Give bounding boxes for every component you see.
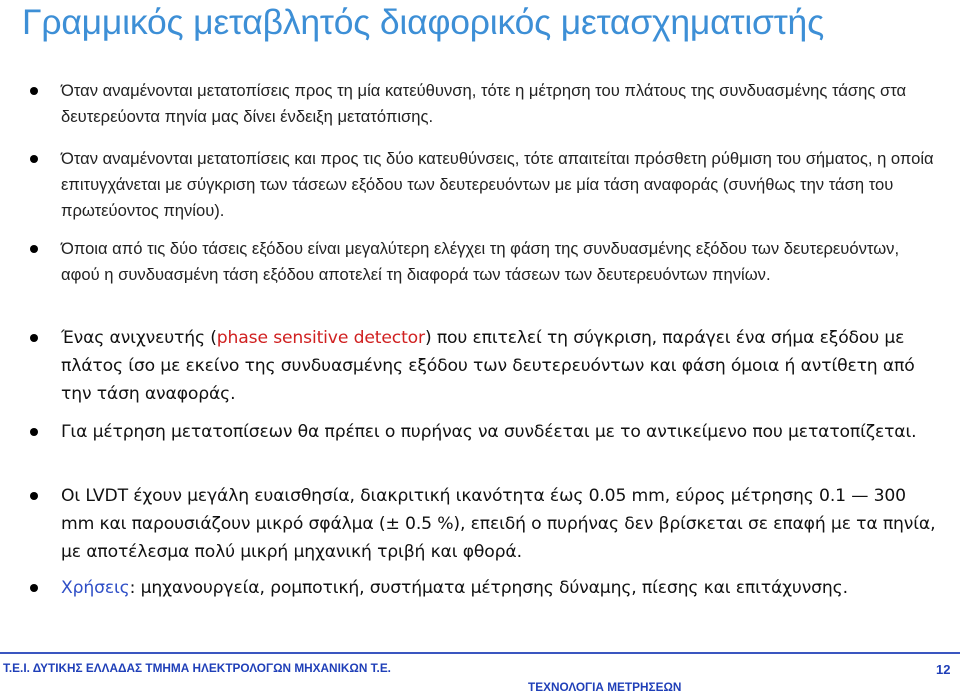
bullet-text [61, 236, 941, 288]
bullet-text [61, 324, 941, 408]
bullet-text [61, 574, 941, 602]
bullet-text-segment: ) που επιτελεί τη σύγκριση, παράγει ένα σήμα εξόδου με πλάτος ίσο με εκείνο της συνδυασμένης εξόδου των δευτερευόντων και φάση όμοια ή αντίθετη από την τάση αναφοράς. [61, 328, 915, 404]
bullet-dot [30, 334, 38, 342]
bullet-dot [30, 492, 38, 500]
bullet-text-segment: Όταν αναμένονται μετατοπίσεις προς τη μία κατεύθυνση, τότε η μέτρηση του πλάτους της συνδυασμένης τάσης στα δευτερεύοντα πηνία μας δίνει ένδειξη μετατόπισης. [61, 81, 907, 126]
bullet-text-segment: Όταν αναμένονται μετατοπίσεις και προς τις δύο κατευθύνσεις, τότε απαιτείται πρόσθετη ρύθμιση του σήματος, η οποία επιτυγχάνεται με σύγκριση των τάσεων εξόδου των δευτερευόντων με μία τάση αναφοράς (συνήθως την τάση του πρωτεύοντος πηνίου). [61, 149, 934, 220]
bullet-dot [30, 428, 38, 436]
bullet-dot [30, 584, 38, 592]
bullet-dot [30, 155, 38, 163]
bullet-text [61, 418, 941, 446]
bullet-text [61, 482, 941, 566]
bullet-dot [30, 245, 38, 253]
bullet-text [61, 146, 941, 224]
footer-institution: Τ.Ε.Ι. ΔΥΤΙΚΗΣ ΕΛΛΑΔΑΣ ΤΜΗΜΑ ΗΛΕΚΤΡΟΛΟΓΩΝ ΜΗΧΑΝΙΚΩΝ Τ.Ε. [3, 661, 391, 675]
bullet-text-segment: Για μέτρηση μετατοπίσεων θα πρέπει ο πυρήνας να συνδέεται με το αντικείμενο που μετατοπίζεται. [61, 422, 917, 442]
bullet-text-segment: : μηχανουργεία, ρομποτική, συστήματα μέτρησης δύναμης, πίεσης και επιτάχυνσης. [129, 578, 848, 598]
page-number: 12 [936, 662, 951, 677]
slide-title: Γραμμικός μεταβλητός διαφορικός μετασχηματιστής [22, 2, 825, 42]
bullet-dot [30, 87, 38, 95]
bullet-text-segment: Οι LVDT έχουν μεγάλη ευαισθησία, διακριτική ικανότητα έως 0.05 mm, εύρος μέτρησης 0.1 — 300 mm και παρουσιάζουν μικρό σφάλμα (± 0.5 %), επειδή ο πυρήνας δεν βρίσκεται σε επαφή με τα πηνία, με αποτέλεσμα πολύ μικρή μηχανική τριβή και φθορά. [61, 486, 936, 562]
bullet-text [61, 78, 941, 130]
phase-sensitive-detector-term: phase sensitive detector [216, 328, 425, 348]
footer-divider [0, 652, 960, 654]
uses-heading: Χρήσεις [61, 578, 130, 598]
bullet-text-segment: Όποια από τις δύο τάσεις εξόδου είναι μεγαλύτερη ελέγχει τη φάση της συνδυασμένης εξόδου των δευτερευόντων, αφού η συνδυασμένη τάση εξόδου αποτελεί τη διαφορά των τάσεων των δευτερευόντων πηνίων. [61, 239, 900, 284]
bullet-text-segment: Ένας ανιχνευτής ( [61, 328, 217, 348]
footer-course: ΤΕΧΝΟΛΟΓΙΑ ΜΕΤΡΗΣΕΩΝ [528, 680, 682, 694]
